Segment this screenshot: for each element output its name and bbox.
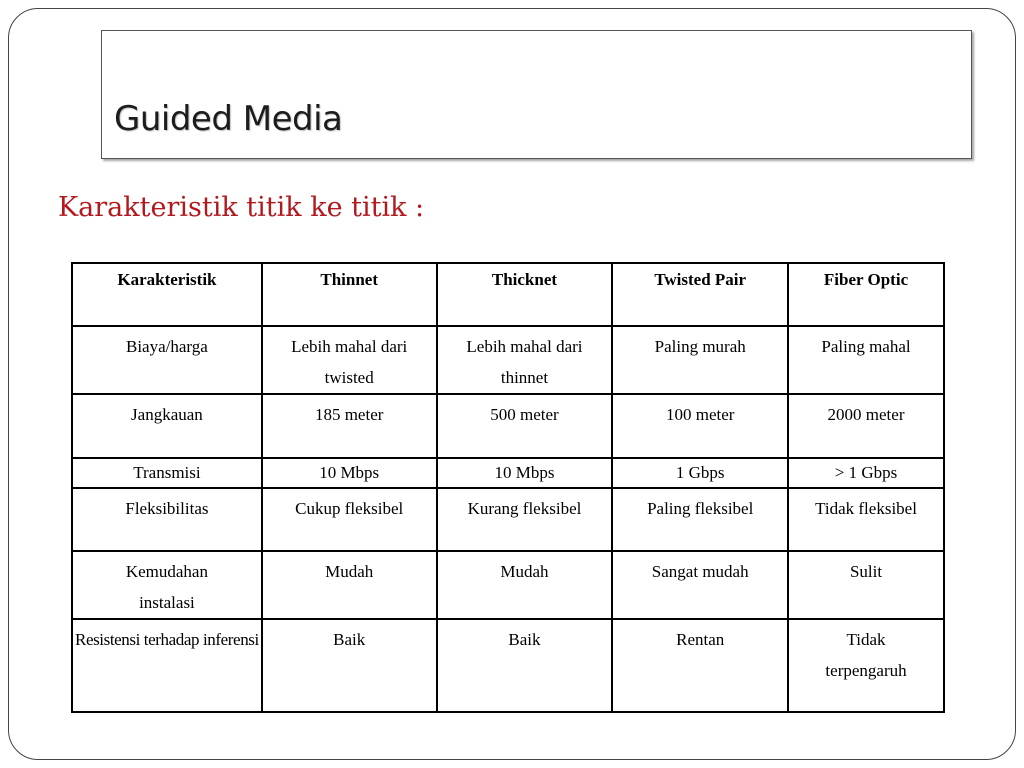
table-cell: Kurang fleksibel: [437, 488, 613, 551]
table-row: [72, 551, 944, 619]
header-cell: Twisted Pair: [612, 263, 788, 326]
row-label-cell: Jangkauan: [72, 394, 262, 458]
table-cell: 100 meter: [612, 394, 788, 458]
table-cell: Tidak terpengaruh: [788, 619, 944, 712]
header-cell: Fiber Optic: [788, 263, 944, 326]
table-cell: 500 meter: [437, 394, 613, 458]
row-label-cell: Fleksibilitas: [72, 488, 262, 551]
comparison-table: [71, 262, 945, 713]
header-cell: Karakteristik: [72, 263, 262, 326]
table-row: [72, 458, 944, 488]
table-cell: Baik: [262, 619, 437, 712]
row-label-cell: Transmisi: [72, 458, 262, 488]
table-row: [72, 394, 944, 458]
row-label-cell: Resistensi terhadap inferensi: [72, 619, 262, 712]
table-cell: Paling mahal: [788, 326, 944, 394]
table-cell: Sulit: [788, 551, 944, 619]
table-row: [72, 619, 944, 712]
table-cell: 10 Mbps: [437, 458, 613, 488]
table-cell: Tidak fleksibel: [788, 488, 944, 551]
table-cell: 2000 meter: [788, 394, 944, 458]
table-cell: Rentan: [612, 619, 788, 712]
row-label-cell: Kemudahan instalasi: [72, 551, 262, 619]
table-cell: Baik: [437, 619, 613, 712]
table-cell: Mudah: [437, 551, 613, 619]
table-header-row: [72, 263, 944, 326]
header-cell: Thinnet: [262, 263, 437, 326]
slide-title: Guided Media: [114, 99, 343, 139]
table-cell: 10 Mbps: [262, 458, 437, 488]
table-row: [72, 326, 944, 394]
table-cell: 1 Gbps: [612, 458, 788, 488]
table-cell: Lebih mahal dari thinnet: [437, 326, 613, 394]
slide-subtitle: Karakteristik titik ke titik :: [58, 192, 425, 223]
table-cell: Paling murah: [612, 326, 788, 394]
table-cell: Lebih mahal dari twisted: [262, 326, 437, 394]
table-cell: > 1 Gbps: [788, 458, 944, 488]
table-cell: 185 meter: [262, 394, 437, 458]
table-cell: Sangat mudah: [612, 551, 788, 619]
row-label-cell: Biaya/harga: [72, 326, 262, 394]
title-box: [101, 30, 972, 159]
table-cell: Cukup fleksibel: [262, 488, 437, 551]
table-row: [72, 488, 944, 551]
header-cell: Thicknet: [437, 263, 613, 326]
table-cell: Paling fleksibel: [612, 488, 788, 551]
table-cell: Mudah: [262, 551, 437, 619]
